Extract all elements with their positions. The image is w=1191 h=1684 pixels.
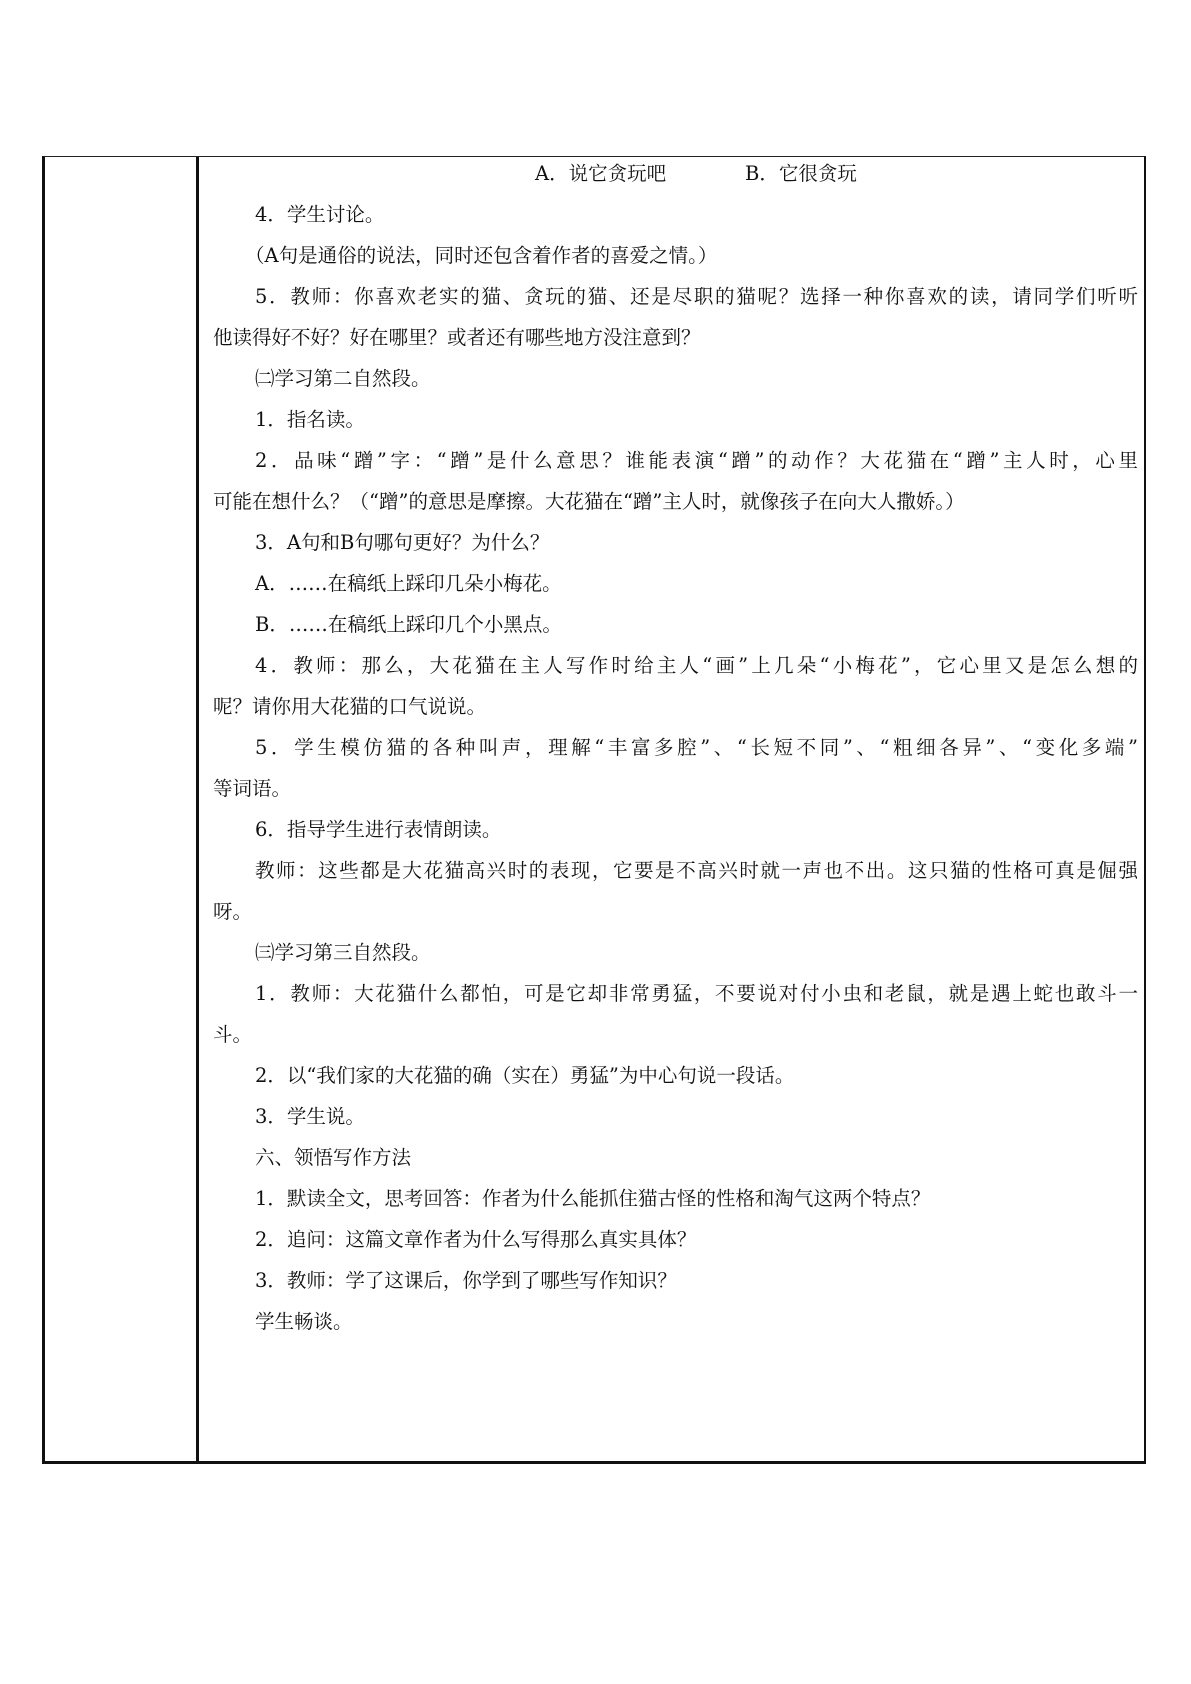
section-heading: 六、领悟写作方法 [255,1146,412,1169]
text-line: 2．追问：这篇文章作者为什么写得那么真实具体？ [255,1228,697,1251]
text-line: B．……在稿纸上踩印几个小黑点。 [255,613,562,636]
text-line: 教师：这些都是大花猫高兴时的表现，它要是不高兴时就一声也不出。这只猫的性格可真是倔强 [255,859,1138,882]
section-heading: ㈢学习第三自然段。 [255,941,431,964]
text-line: 1．教师：大花猫什么都怕，可是它却非常勇猛，不要说对付小虫和老鼠，就是遇上蛇也敢斗一 [255,982,1138,1005]
option-b: B．它很贪玩 [745,162,857,185]
text-line: 5．学生模仿猫的各种叫声，理解“丰富多腔”、“长短不同”、“粗细各异”、“变化多端” [255,736,1138,759]
text-line: 等词语。 [213,777,292,800]
option-a: A．说它贪玩吧 [535,162,667,185]
lesson-plan-table [42,156,1146,1464]
text-line: 可能在想什么？（“蹭”的意思是摩擦。大花猫在“蹭”主人时，就像孩子在向大人撒娇。） [213,490,965,513]
text-line: 3．学生说。 [255,1105,365,1128]
text-line: 5．教师：你喜欢老实的猫、贪玩的猫、还是尽职的猫呢？选择一种你喜欢的读，请同学们听听 [255,285,1138,308]
text-line: 学生畅谈。 [255,1310,353,1333]
text-line: 呀。 [213,900,253,923]
text-line: 呢？请你用大花猫的口气说说。 [213,695,487,718]
text-line: 4．学生讨论。 [255,203,385,226]
text-line: 2．品味“蹭”字：“蹭”是什么意思？谁能表演“蹭”的动作？大花猫在“蹭”主人时，心里 [255,449,1138,472]
text-line: A．……在稿纸上踩印几朵小梅花。 [255,572,562,595]
text-line: （A句是通俗的说法，同时还包含着作者的喜爱之情。） [245,244,718,267]
text-line: 1．默读全文，思考回答：作者为什么能抓住猫古怪的性格和淘气这两个特点？ [255,1187,931,1210]
text-line: 3．A句和B句哪句更好？为什么？ [255,531,550,554]
text-line: 3．教师：学了这课后，你学到了哪些写作知识？ [255,1269,677,1292]
text-line: 他读得好不好？好在哪里？或者还有哪些地方没注意到？ [213,326,701,349]
column-divider [196,157,199,1461]
text-line: 斗。 [213,1023,253,1046]
text-line: 1．指名读。 [255,408,365,431]
text-line: 6．指导学生进行表情朗读。 [255,818,502,841]
text-line: 2．以“我们家的大花猫的确（实在）勇猛”为中心句说一段话。 [255,1064,795,1087]
text-line: 4．教师：那么，大花猫在主人写作时给主人“画”上几朵“小梅花”，它心里又是怎么想的 [255,654,1138,677]
section-heading: ㈡学习第二自然段。 [255,367,431,390]
